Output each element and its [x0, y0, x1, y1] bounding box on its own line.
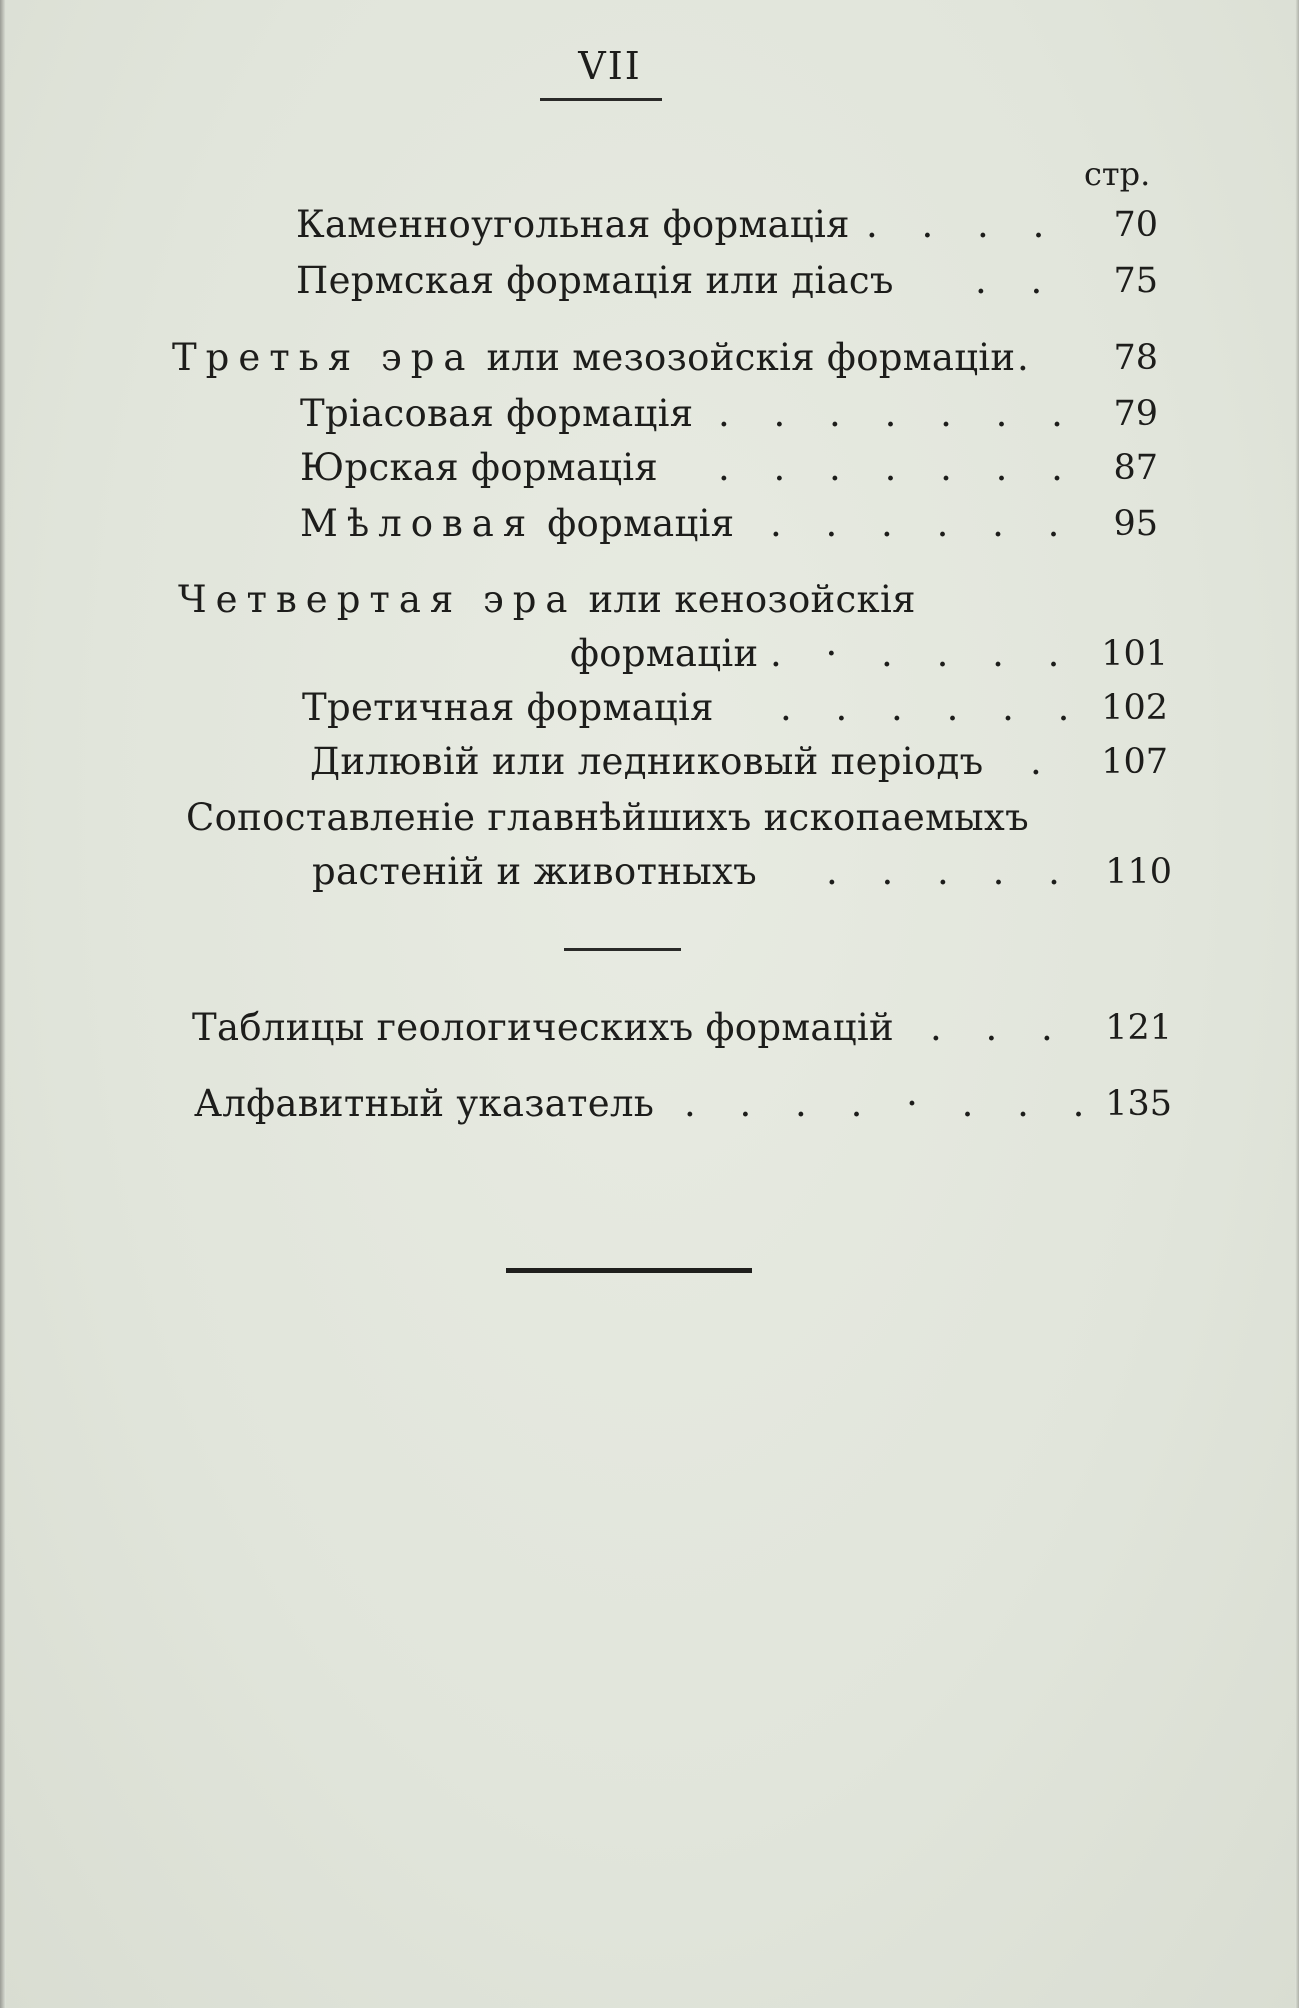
page-number: VII: [578, 44, 642, 88]
toc-entry-dots: . .: [975, 259, 1059, 302]
toc-entry-dots: . . . . . .: [770, 502, 1076, 545]
toc-entry-title: Таблицы геологическихъ формацій: [192, 1006, 894, 1049]
toc-entry-title: Юрская формація: [300, 446, 659, 489]
toc-entry-dots: .: [1017, 336, 1045, 379]
toc-entry-title: Дилювій или ледниковый періодъ: [310, 740, 984, 783]
toc-entry-dots: . . . . . . .: [718, 446, 1079, 489]
toc-entry-dots: . . .: [930, 1006, 1069, 1049]
section-divider: [564, 948, 681, 951]
toc-entry-dots: . . . . · . . .: [684, 1082, 1101, 1125]
page-edge-right: [1295, 0, 1299, 2008]
toc-entry-dots: . · . . . .: [770, 632, 1076, 675]
toc-entry-page: 70: [1113, 205, 1158, 245]
toc-entry-title: Алфавитный указатель: [194, 1082, 655, 1125]
toc-entry-dots: . . . .: [866, 203, 1061, 246]
toc-entry-page: 87: [1113, 448, 1158, 488]
toc-entry-page: 121: [1105, 1008, 1172, 1048]
toc-entry-title-spaced: Третья эра: [172, 336, 475, 379]
toc-entry-title: Тріасовая формація: [300, 392, 694, 435]
toc-entry-page: 110: [1105, 852, 1172, 892]
toc-entry-page: 135: [1105, 1084, 1172, 1124]
toc-entry-title: формаціи: [570, 632, 759, 675]
toc-entry-title: Сопоставленіе главнѣйшихъ ископаемыхъ: [186, 796, 1029, 839]
toc-entry-title: [300, 502, 734, 545]
toc-entry-title-rest: или кенозойскія: [588, 578, 916, 621]
toc-entry-title-rest: формація: [547, 502, 735, 545]
toc-entry-dots: . . . . .: [826, 850, 1076, 893]
toc-entry-dots: . . . . . . .: [718, 392, 1079, 435]
toc-entry-title: растеній и животныхъ: [312, 850, 757, 893]
toc-entry-page: 102: [1101, 688, 1168, 728]
toc-entry-dots: .: [1030, 740, 1058, 783]
toc-entry-title: Пермская формація или діасъ: [296, 259, 894, 302]
toc-entry-page: 78: [1113, 338, 1158, 378]
page-number-rule: [540, 98, 662, 101]
toc-entry-title: [172, 336, 1015, 379]
toc-entry-title-rest: или мезозойскія формаціи: [486, 336, 1016, 379]
page-edge-left: [0, 0, 6, 2008]
toc-entry-title: [178, 578, 916, 621]
toc-entry-title: Каменноугольная формація: [296, 203, 850, 246]
toc-entry-page: 95: [1113, 504, 1158, 544]
toc-entry-title: Третичная формація: [302, 686, 714, 729]
toc-entry-page: 101: [1101, 634, 1168, 674]
toc-entry-title-spaced: Мѣловая: [300, 502, 536, 545]
closing-rule: [506, 1268, 752, 1273]
toc-entry-dots: . . . . . .: [780, 686, 1086, 729]
toc-entry-title-spaced: Четвертая эра: [178, 578, 577, 621]
toc-entry-page: 75: [1113, 261, 1158, 301]
toc-entry-page: 79: [1113, 394, 1158, 434]
page-column-header: стр.: [1084, 155, 1151, 193]
toc-entry-page: 107: [1101, 742, 1168, 782]
